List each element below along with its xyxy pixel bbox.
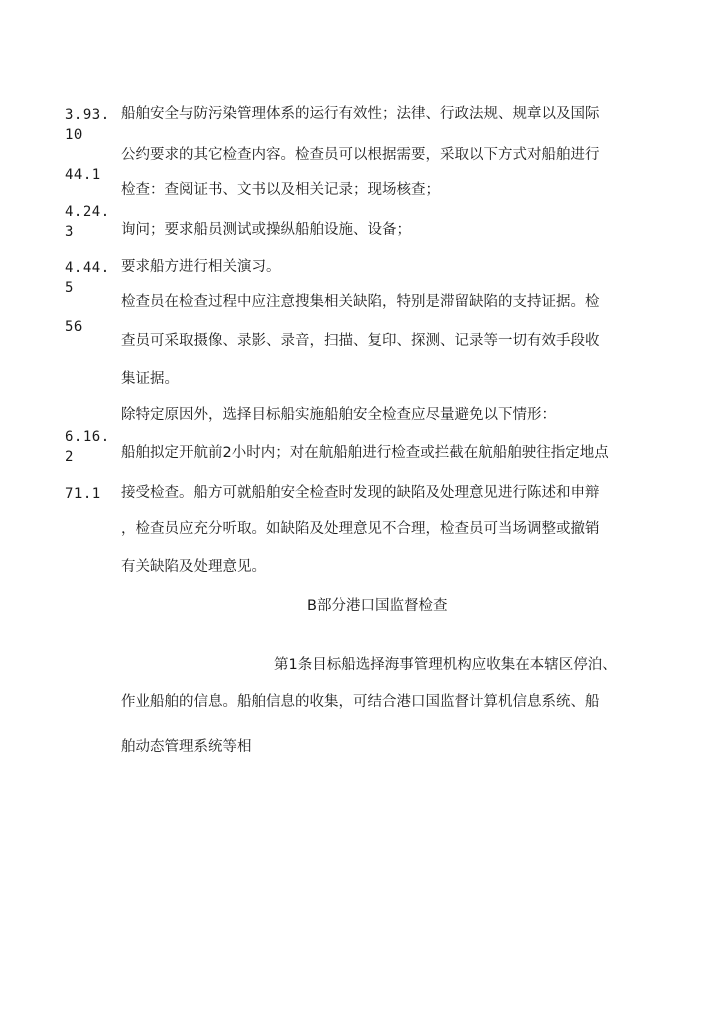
article-line: 舶动态管理系统等相 [121,739,252,755]
section-heading: B部分港口国监督检查 [307,598,448,614]
margin-number: 6.16. [65,429,110,445]
margin-number: 5 [65,280,74,296]
margin-number: 10 [65,127,83,143]
margin-number: 4.24. [65,204,110,220]
paragraph-line: 检查：查阅证书、文书以及相关记录；现场核查； [121,182,440,198]
paragraph-line: 公约要求的其它检查内容。检查员可以根据需要，采取以下方式对船舶进行 [121,147,600,163]
margin-number: 44.1 [65,167,101,183]
paragraph-line: 集证据。 [121,371,179,387]
article-line: 作业船舶的信息。船舶信息的收集，可结合港口国监督计算机信息系统、船 [121,694,600,710]
paragraph-line: 有关缺陷及处理意见。 [121,559,266,575]
margin-number: 3 [65,224,74,240]
paragraph-line: 船舶拟定开航前2小时内；对在航船舶进行检查或拦截在航船舶驶往指定地点 [121,445,609,461]
margin-number: 56 [65,319,83,335]
paragraph-line: 要求船方进行相关演习。 [121,259,281,275]
paragraph-line: 船舶安全与防污染管理体系的运行有效性；法律、行政法规、规章以及国际 [121,106,600,122]
article-line: 第1条目标船选择海事管理机构应收集在本辖区停泊、 [274,657,617,673]
margin-number: 3.93. [65,107,110,123]
margin-number: 4.44. [65,260,110,276]
paragraph-line: 检查员在检查过程中应注意搜集相关缺陷，特别是滞留缺陷的支持证据。检 [121,294,600,310]
paragraph-line: ，检查员应充分听取。如缺陷及处理意见不合理，检查员可当场调整或撤销 [121,521,600,537]
paragraph-line: 接受检查。船方可就船舶安全检查时发现的缺陷及处理意见进行陈述和申辩 [121,485,600,501]
margin-number: 71.1 [65,486,101,502]
paragraph-line: 除特定原因外，选择目标船实施船舶安全检查应尽量避免以下情形： [121,407,556,423]
margin-number: 2 [65,449,74,465]
paragraph-line: 询问；要求船员测试或操纵船舶设施、设备； [121,222,411,238]
paragraph-line: 查员可采取摄像、录影、录音，扫描、复印、探测、记录等一切有效手段收 [121,333,600,349]
